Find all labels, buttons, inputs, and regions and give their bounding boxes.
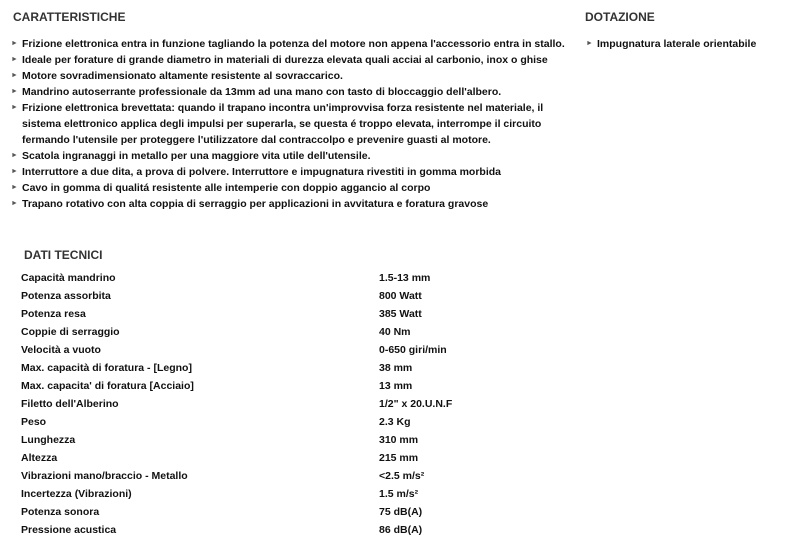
- spec-row: [21, 504, 579, 522]
- spec-label: Potenza resa: [21, 308, 86, 320]
- spec-row: [21, 270, 579, 288]
- spec-value: 1/2" x 20.U.N.F: [379, 398, 453, 410]
- triangle-right-icon: ►: [586, 40, 593, 47]
- spec-value: 38 mm: [379, 362, 413, 374]
- list-item-text: Motore sovradimensionato altamente resistente al sovraccarico.: [22, 70, 343, 82]
- spec-value: 1.5-13 mm: [379, 272, 431, 284]
- list-item: [9, 148, 579, 164]
- triangle-right-icon: ►: [11, 88, 18, 95]
- spec-row: [21, 486, 579, 504]
- list-item-text: Frizione elettronica brevettata: quando il trapano incontra un'improvvisa forza resistente nel materiale, il sistema elettronico applica degli impulsi per superarla, se questa é troppo elevata, interrompe il circuito fermando l'utensile per proteggere l'utilizzatore dal contraccolpo e prevenire guasti al motore.: [22, 102, 544, 146]
- list-item-text: Ideale per forature di grande diametro in materiali di durezza elevata quali acciai al carbonio, inox o ghise: [22, 54, 548, 66]
- spec-row: [21, 324, 579, 342]
- spec-label: Potenza assorbita: [21, 290, 111, 302]
- spec-row: [21, 342, 579, 360]
- spec-value: 40 Nm: [379, 326, 411, 338]
- list-item: [584, 36, 794, 52]
- spec-value: 800 Watt: [379, 290, 422, 302]
- triangle-right-icon: ►: [11, 56, 18, 63]
- list-item-text: Trapano rotativo con alta coppia di serraggio per applicazioni in avvitatura e foratura gravose: [22, 198, 489, 210]
- spec-label: Filetto dell'Alberino: [21, 398, 119, 410]
- spec-label: Capacità mandrino: [21, 272, 116, 284]
- spec-row: [21, 306, 579, 324]
- spec-label: Incertezza (Vibrazioni): [21, 488, 132, 500]
- spec-row: [21, 378, 579, 396]
- spec-label: Max. capacita' di foratura [Acciaio]: [21, 380, 194, 392]
- list-item: [9, 52, 579, 68]
- spec-row: [21, 288, 579, 306]
- specs-table: [21, 270, 579, 540]
- spec-value: 1.5 m/s²: [379, 488, 419, 500]
- triangle-right-icon: ►: [11, 40, 18, 47]
- spec-value: 86 dB(A): [379, 524, 423, 536]
- spec-value: 13 mm: [379, 380, 413, 392]
- spec-label: Lunghezza: [21, 434, 76, 446]
- spec-row: [21, 468, 579, 486]
- list-item-text: Scatola ingranaggi in metallo per una maggiore vita utile dell'utensile.: [22, 150, 371, 162]
- spec-value: 0-650 giri/min: [379, 344, 447, 356]
- caratteristiche-title: CARATTERISTICHE: [13, 10, 126, 24]
- triangle-right-icon: ►: [11, 104, 18, 111]
- list-item: [9, 180, 579, 196]
- spec-row: [21, 432, 579, 450]
- spec-label: Pressione acustica: [21, 524, 117, 536]
- caratteristiche-list: [9, 36, 579, 212]
- triangle-right-icon: ►: [11, 168, 18, 175]
- dotazione-title: DOTAZIONE: [585, 10, 655, 24]
- list-item: [9, 196, 579, 212]
- list-item-text: Interruttore a due dita, a prova di polvere. Interruttore e impugnatura rivestiti in gomma morbida: [22, 166, 502, 178]
- spec-row: [21, 360, 579, 378]
- list-item: [9, 100, 579, 148]
- spec-value: 385 Watt: [379, 308, 422, 320]
- spec-row: [21, 396, 579, 414]
- triangle-right-icon: ►: [11, 152, 18, 159]
- list-item-text: Frizione elettronica entra in funzione tagliando la potenza del motore non appena l'accessorio entra in stallo.: [22, 38, 565, 50]
- list-item: [9, 84, 579, 100]
- list-item: [9, 36, 579, 52]
- spec-label: Coppie di serraggio: [21, 326, 120, 338]
- spec-row: [21, 450, 579, 468]
- spec-label: Vibrazioni mano/braccio - Metallo: [21, 470, 188, 482]
- spec-label: Potenza sonora: [21, 506, 100, 518]
- spec-value: 215 mm: [379, 452, 419, 464]
- list-item-text: Impugnatura laterale orientabile: [597, 38, 757, 50]
- spec-label: Max. capacità di foratura - [Legno]: [21, 362, 192, 374]
- spec-row: [21, 414, 579, 432]
- dati-tecnici-title: DATI TECNICI: [24, 248, 103, 262]
- list-item-text: Mandrino autoserrante professionale da 13mm ad una mano con tasto di bloccaggio dell'albero.: [22, 86, 502, 98]
- spec-value: 75 dB(A): [379, 506, 423, 518]
- list-item: [9, 164, 579, 180]
- spec-label: Altezza: [21, 452, 58, 464]
- spec-label: Velocità a vuoto: [21, 344, 101, 356]
- triangle-right-icon: ►: [11, 72, 18, 79]
- spec-value: <2.5 m/s²: [379, 470, 425, 482]
- spec-value: 2.3 Kg: [379, 416, 411, 428]
- triangle-right-icon: ►: [11, 200, 18, 207]
- triangle-right-icon: ►: [11, 184, 18, 191]
- spec-row: [21, 522, 579, 540]
- dotazione-list: [584, 36, 794, 52]
- list-item-text: Cavo in gomma di qualitá resistente alle intemperie con doppio aggancio al corpo: [22, 182, 431, 194]
- spec-value: 310 mm: [379, 434, 419, 446]
- spec-label: Peso: [21, 416, 47, 428]
- list-item: [9, 68, 579, 84]
